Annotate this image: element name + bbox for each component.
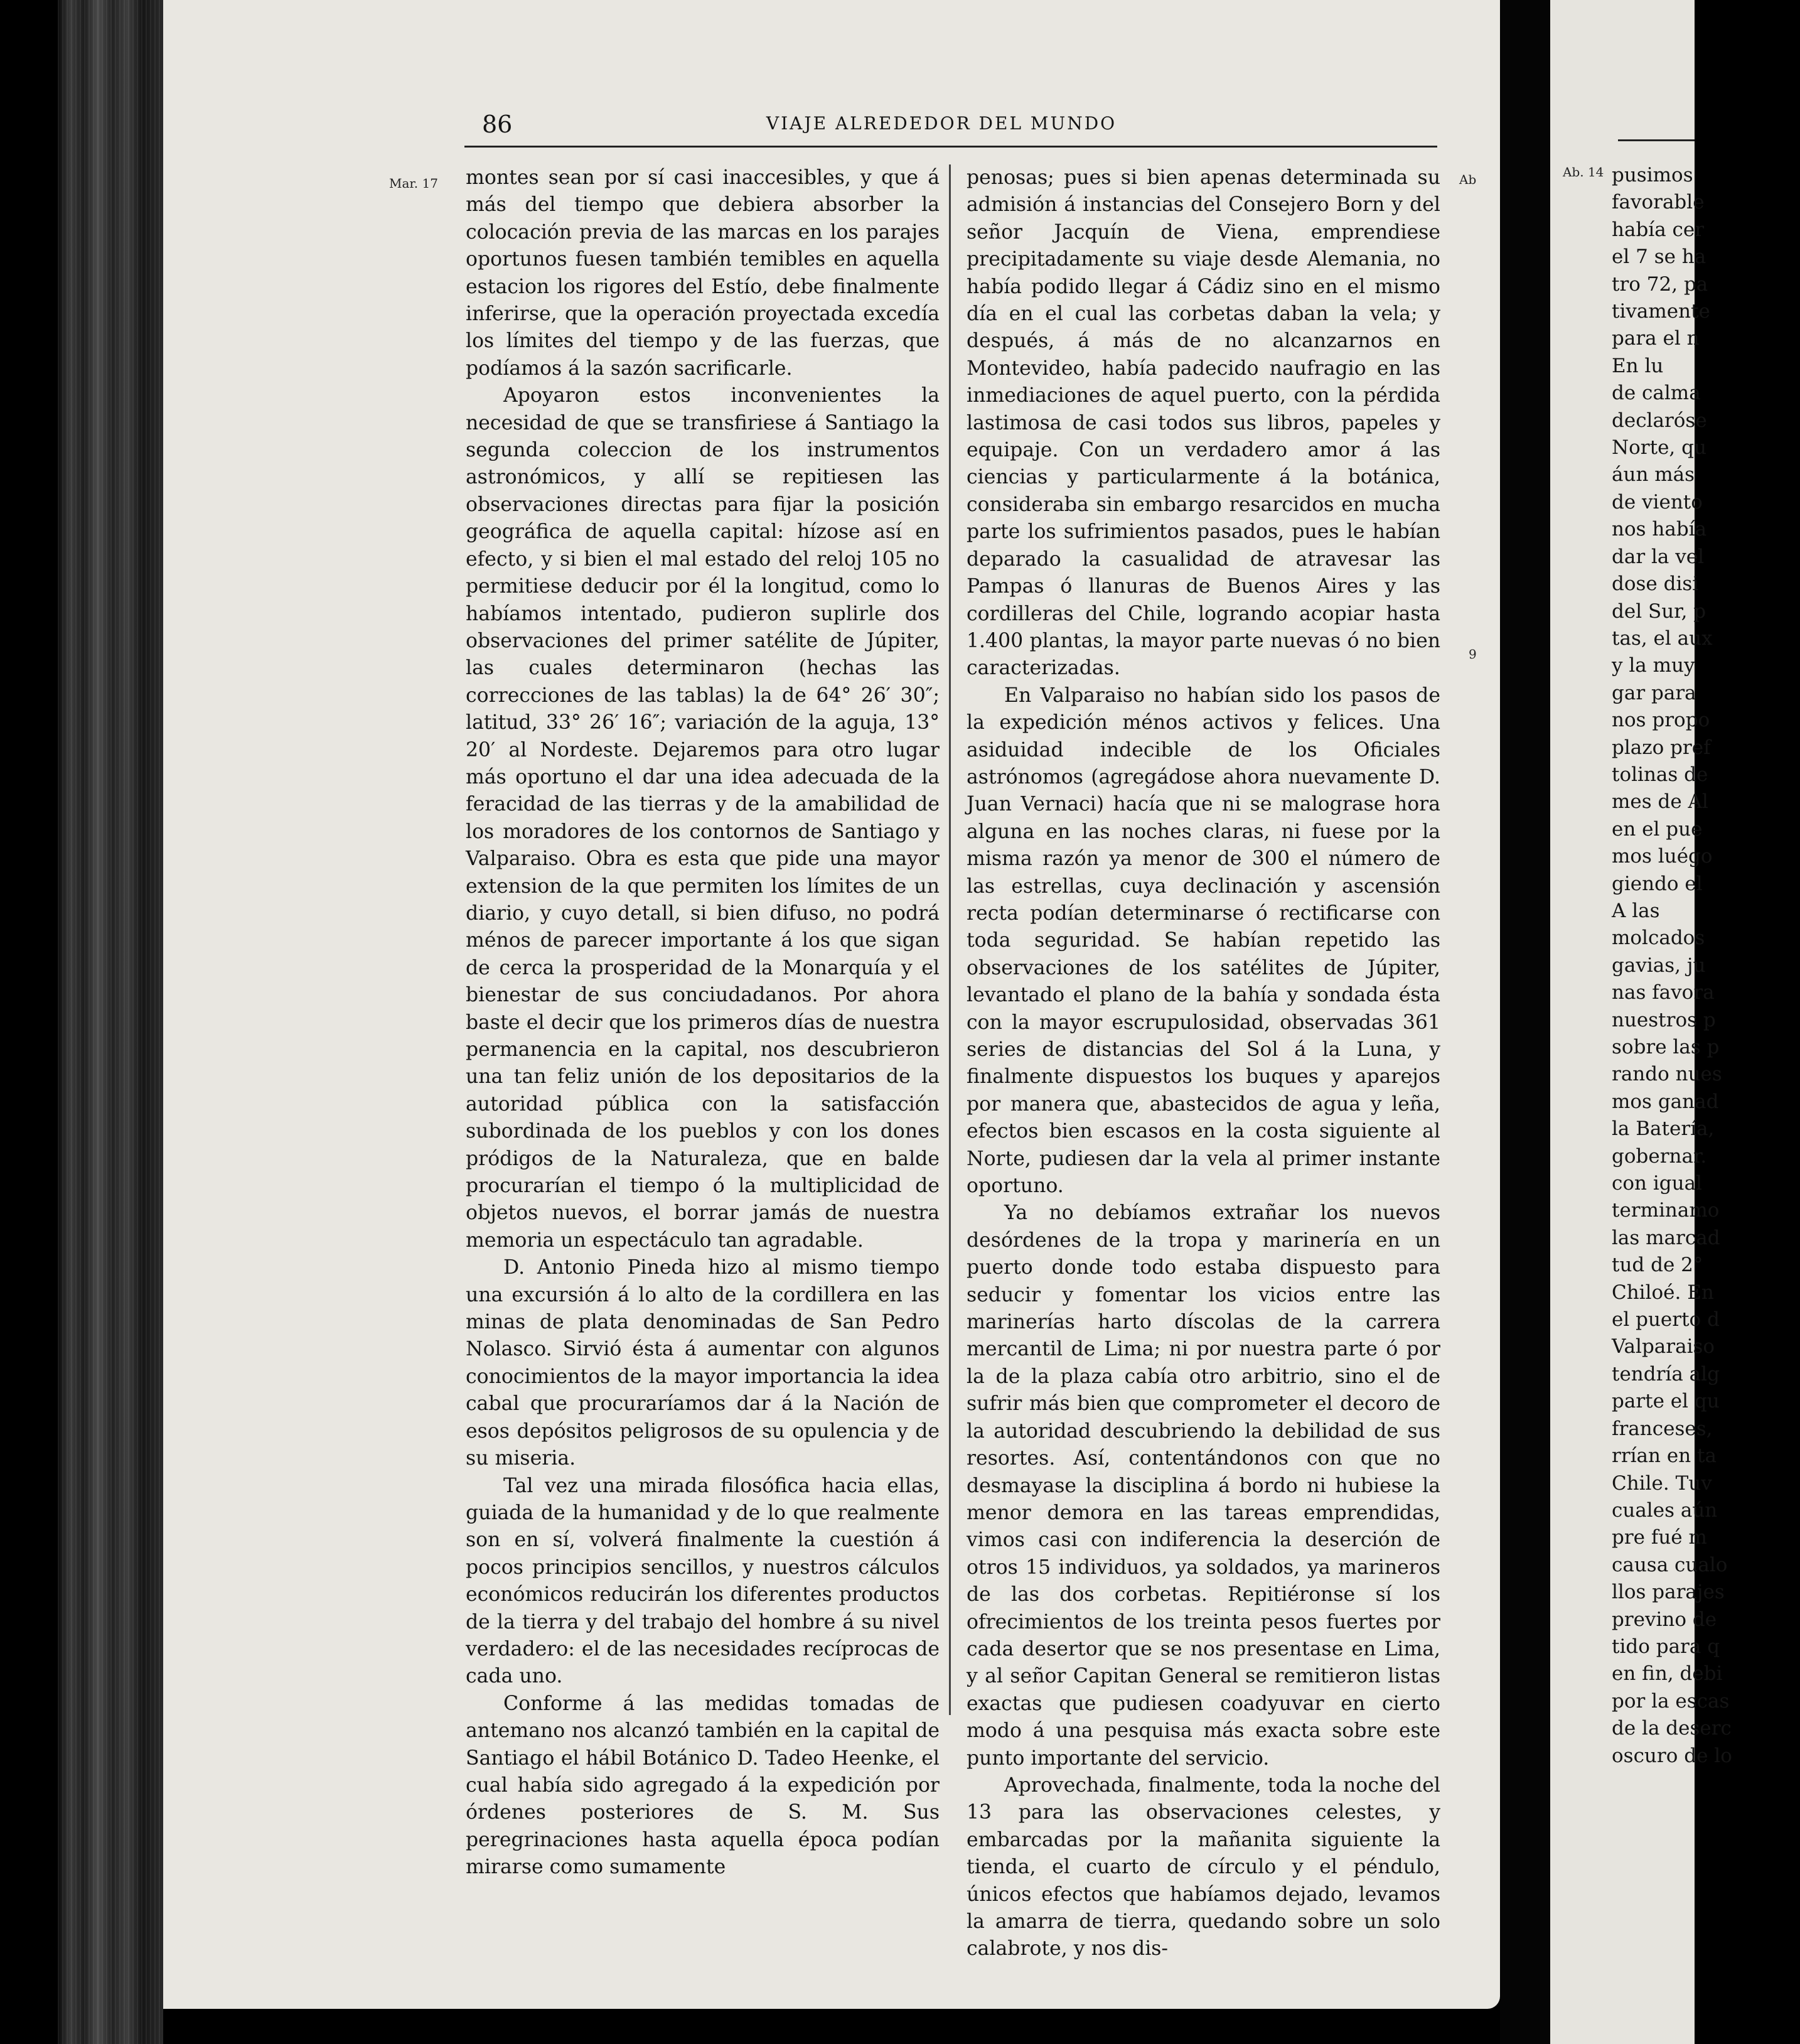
- facing-page-line: cuales aún: [1612, 1498, 1718, 1522]
- facing-page-line: el puerto d: [1612, 1308, 1720, 1331]
- facing-page-line: Valparaiso: [1612, 1335, 1715, 1358]
- facing-page-line: del Sur, p: [1612, 600, 1706, 623]
- facing-page-line: nas favora: [1612, 981, 1715, 1004]
- facing-page-line: las marcad: [1612, 1226, 1720, 1249]
- facing-page-line: previno de: [1612, 1608, 1717, 1631]
- paragraph: Conforme á las medidas tomadas de antemano nos alcanzó también en la capital de Santiago el hábil Botánico D. Tadeo Heenke, el cual había sido agregado á la expedición por órdenes posteriores de S. M. Sus peregrinaciones hasta aquella época podían mirarse como sumamente: [466, 1692, 940, 1879]
- facing-page-line: sobre las p: [1612, 1036, 1720, 1058]
- facing-page-line: plazo pref: [1612, 736, 1711, 759]
- facing-page-line: Chiloé. En: [1612, 1281, 1714, 1304]
- facing-page-line: dose disi: [1612, 573, 1699, 596]
- facing-page-line: tud de 2°: [1612, 1254, 1703, 1277]
- facing-page-line: causa cualo: [1612, 1553, 1728, 1576]
- paragraph: D. Antonio Pineda hizo al mismo tiempo una excursión á lo alto de la cordillera en las minas de plata denominadas de San Pedro Nolasco. Sirvió ésta á aumentar con algunos conocimientos de la mayor importancia la idea cabal que procuraríamos dar á la Nación de esos depósitos peligrosos de su opulencia y de su miseria.: [466, 1256, 940, 1470]
- paragraph: montes sean por sí casi inaccesibles, y que á más del tiempo que debiera absorber la colocación previa de las marcas en los parajes oportunos fuesen también temibles en aquella estacion los rigores del Estío, debe finalmente inferirse, que la operación proyectada excedía los límites del tiempo y de las fuerzas, que podíamos á la sazón sacrificarle.: [466, 166, 940, 380]
- facing-page-line: giendo el: [1612, 872, 1703, 895]
- facing-page-line: de calma: [1612, 382, 1701, 405]
- facing-page-line: franceses,: [1612, 1417, 1713, 1440]
- facing-page-line: favorable: [1612, 191, 1705, 214]
- facing-page-line: en el pue: [1612, 817, 1703, 841]
- facing-page-line: parte el qu: [1612, 1390, 1720, 1413]
- facing-page-line: mes de Al: [1612, 790, 1708, 814]
- facing-page-line: A las: [1612, 899, 1660, 922]
- facing-page-line: mos luégo: [1612, 845, 1713, 868]
- paragraph: Apoyaron estos inconvenientes la necesidad de que se transfiriese á Santiago la segunda coleccion de los instrumentos astronómicos, y allí se repitiesen las observaciones directas para fijar la posición geográfica de aquella capital: hízose así en efecto, y si bien el mal estado del reloj 105 no permitiese deducir por él la longitud, como lo habíamos intentado, pudieron suplirle dos observaciones del primer satélite de Júpiter, las cuales determinaron (hechas las correcciones de las tablas) la de 64° 26′ 30″; latitud, 33° 26′ 16″; variación de la aguja, 13° 20′ al Nordeste. Dejaremos para otro lugar más oportuno el dar una idea adecuada de la feracidad de las tierras y de la amabilidad de los moradores de los contornos de Santiago y Valparaiso. Obra es esta que pide una mayor extension de la que permiten los límites de un diario, y cuyo detall, si bien difuso, no podrá ménos de parecer importante á los que sigan de cerca la prosperidad de la Monarquía y el bienestar de sus conciudadanos. Por ahora baste el decir que los primeros días de nuestra permanencia en la capital, nos descubrieron una tan feliz unión de los depositarios de la autoridad pública con la satisfacción subordinada de los pueblos y con los dones pródigos de la Naturaleza, que en balde procurarían el tiempo ó la multiplicidad de objetos nuevos, el borrar jamás de nuestra memoria un espectáculo tan agradable.: [466, 384, 940, 1252]
- facing-margin-date: Ab. 14: [1563, 164, 1604, 180]
- facing-page-line: terminamo: [1612, 1199, 1720, 1222]
- facing-page-line: gavias, ju: [1612, 954, 1706, 977]
- facing-page-line: mos ganad: [1612, 1090, 1719, 1113]
- column-rule: [949, 164, 951, 1715]
- facing-page-line: molcados: [1612, 927, 1705, 950]
- facing-page-line: en fin, debi: [1612, 1662, 1723, 1686]
- paragraph: Aprovechada, finalmente, toda la noche del 13 para las observaciones celestes, y embarcadas por la mañanita siguiente la tienda, el cuarto de círculo y el péndulo, únicos efectos que habíamos dejado, levamos la amarra de tierra, quedando sobre un solo calabrote, y nos dis-: [967, 1773, 1440, 1961]
- header-rule: [464, 146, 1437, 148]
- facing-page-line: declaróse: [1612, 409, 1707, 432]
- paragraph: En Valparaiso no habían sido los pasos de la expedición ménos activos y felices. Una asiduidad indecible de los Oficiales astrónomos (agregádose ahora nuevamente D. Juan Vernaci) hacía que ni se malograse hora alguna en las noches claras, ni fuese por la misma razón ya menor de 300 el número de las estrellas, cuya declinación y ascensión recta podían determinarse ó rectificarse con toda seguridad. Se habían repetido las observaciones de los satélites de Júpiter, levantado el plano de la bahía y sondada ésta con la mayor escrupulosidad, observadas 361 series de distancias del Sol á la Luna, y finalmente dispuestos los buques y aparejos por manera que, abastecidos de agua y leña, efectos bien escasos en la costa siguiente al Norte, pudiesen dar la vela al primer instante oportuno.: [967, 684, 1440, 1198]
- facing-page-line: En lu: [1612, 354, 1664, 377]
- facing-page-line: nos había: [1612, 518, 1707, 541]
- facing-page-line: para el n: [1612, 327, 1700, 350]
- facing-page-line: dar la vel: [1612, 545, 1705, 568]
- facing-page-line: de la deserc: [1612, 1717, 1732, 1740]
- facing-page-line: tivamente: [1612, 300, 1710, 323]
- facing-page-line: gobernar.: [1612, 1144, 1707, 1168]
- facing-page-line: áun más: [1612, 463, 1695, 487]
- page-gutter: [1500, 0, 1550, 2044]
- facing-page-line: llos parajes: [1612, 1581, 1725, 1604]
- margin-date-left: Mar. 17: [389, 176, 438, 191]
- paragraph: Tal vez una mirada filosófica hacia ellas, guiada de la humanidad y de lo que realmente son en sí, volverá finalmente la cuestión á pocos principios sencillos, y nuestros cálculos económicos reducirán los diferentes productos de la tierra y del trabajo del hombre á su nivel verdadero: el de las necesidades recíprocas de cada uno.: [466, 1474, 940, 1688]
- facing-page-line: el 7 se ha: [1612, 245, 1706, 269]
- facing-page-line: nos propo: [1612, 709, 1710, 732]
- facing-page-line: pre fué m: [1612, 1526, 1707, 1549]
- facing-page-line: tolinas de: [1612, 763, 1708, 786]
- facing-page-line: gar para: [1612, 681, 1696, 704]
- page-number: 86: [482, 110, 513, 138]
- facing-page-line: tas, el aux: [1612, 627, 1713, 650]
- paragraph: Ya no debíamos extrañar los nuevos desórdenes de la tropa y marinería en un puerto donde todo estaba dispuesto para seducir y fomentar los vicios entre las marinerías harto díscolas de la carrera mercantil de Lima; ni por nuestra parte ó por la de la plaza cabía otro arbitrio, sino el de sufrir más bien que comprometer el decoro de la autoridad descubriendo la debilidad de sus resortes. Así, contentándonos con que no desmayase la disciplina á bordo ni hubiese la menor demora en las tareas emprendidas, vimos casi con indiferencia la deserción de otros 15 individuos, ya soldados, ya marineros de las dos corbetas. Repitiéronse sí los ofrecimientos de los treinta pesos fuertes por cada desertor que se nos presentase en Lima, y al señor Capitan General se remitieron listas exactas que pudiesen coadyuvar en cierto modo á una pesquisa más exacta sobre este punto importante del servicio.: [967, 1202, 1440, 1770]
- facing-page-line: tido para q: [1612, 1635, 1720, 1658]
- book-spine: [58, 0, 163, 2044]
- facing-page-line: y la muy: [1612, 654, 1695, 677]
- facing-page-line: Norte, qu: [1612, 436, 1706, 460]
- right-column: [967, 164, 1440, 1963]
- facing-page-line: nuestros p: [1612, 1008, 1716, 1031]
- facing-page-line: la Batería,: [1612, 1117, 1715, 1141]
- margin-date-right: Ab: [1459, 172, 1477, 187]
- margin-mark: 9: [1469, 647, 1477, 662]
- facing-page-column: [1612, 162, 1800, 1770]
- facing-page-line: Chile. Tuv: [1612, 1471, 1712, 1495]
- facing-page-line: oscuro de lo: [1612, 1744, 1732, 1767]
- paragraph: penosas; pues si bien apenas determinada su admisión á instancias del Consejero Born y del señor Jacquín de Viena, emprendiese precipitadamente su viaje desde Alemania, no había podido llegar á Cádiz sino en el mismo día en el cual las corbetas daban la vela; y después, á más de no alcanzarnos en Montevideo, había padecido naufragio en las inmediaciones de aquel puerto, con la pérdida lastimosa de casi todos sus libros, papeles y equipaje. Con un verdadero amor á las ciencias y particularmente á la botánica, consideraba sin embargo resarcidos en mucha parte los sufrimientos pasados, pues le habían deparado la casualidad de atravesar las Pampas ó llanuras de Buenos Aires y las cordilleras del Chile, logrando acopiar hasta 1.400 plantas, la mayor parte nuevas ó no bien caracterizadas.: [967, 166, 1440, 680]
- facing-page-line: había cer: [1612, 218, 1705, 241]
- facing-header-rule: [1618, 139, 1695, 141]
- facing-page-line: pusimos: [1612, 164, 1693, 186]
- running-head: VIAJE ALREDEDOR DEL MUNDO: [766, 113, 1117, 134]
- facing-page-line: de viento: [1612, 490, 1703, 514]
- left-column: [466, 164, 940, 1881]
- facing-page-line: con igual: [1612, 1172, 1702, 1195]
- facing-page-line: por la escas: [1612, 1689, 1730, 1713]
- facing-page-line: rrían en ta: [1612, 1444, 1717, 1468]
- facing-page-line: tro 72, pa: [1612, 272, 1708, 296]
- facing-page-line: tendría alg: [1612, 1362, 1720, 1385]
- facing-page-line: rando nues: [1612, 1063, 1722, 1086]
